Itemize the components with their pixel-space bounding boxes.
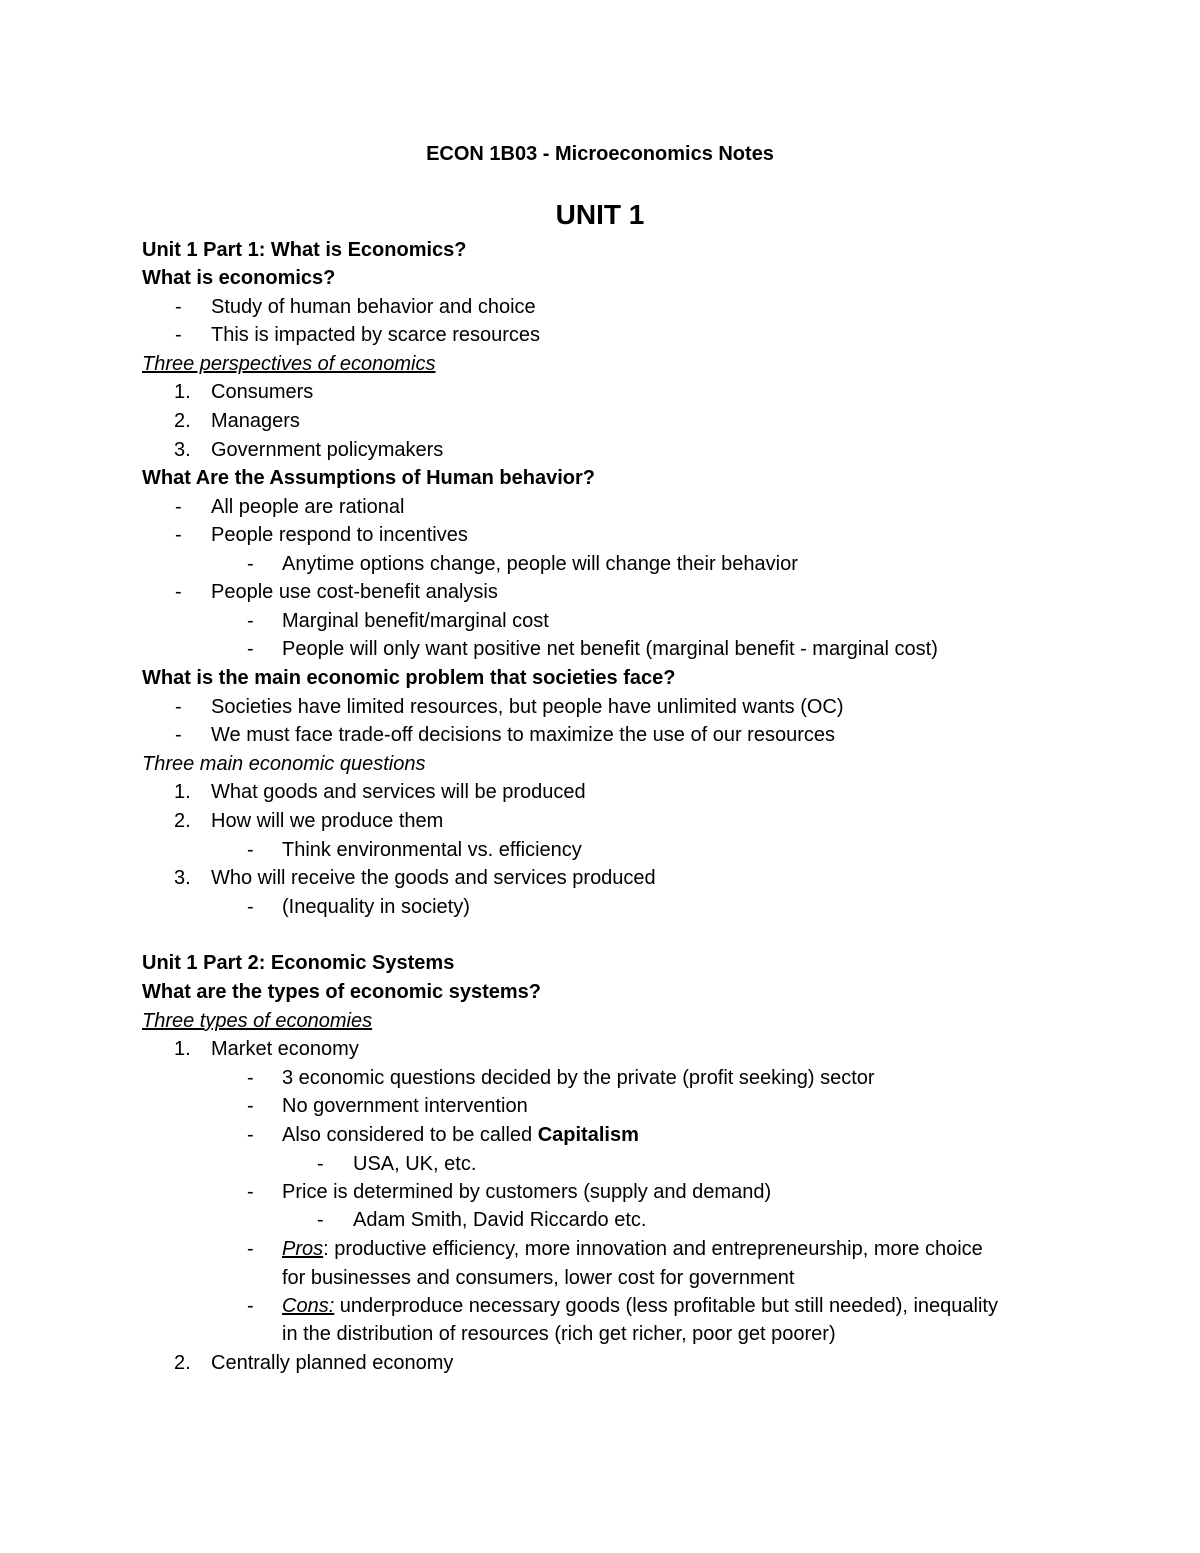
list-item: Study of human behavior and choice (211, 296, 536, 318)
cons-text: underproduce necessary goods (less profitable but still needed), inequality (334, 1295, 998, 1317)
list-number: 3. (174, 439, 191, 461)
bullet-dash: - (175, 496, 182, 518)
part1-heading: Unit 1 Part 1: What is Economics? (142, 239, 467, 261)
list-item: How will we produce them (211, 810, 444, 832)
cons-line (282, 1294, 998, 1318)
bullet-dash: - (175, 696, 182, 718)
list-item: Societies have limited resources, but people have unlimited wants (OC) (211, 696, 844, 718)
list-item: Think environmental vs. efficiency (282, 839, 582, 861)
subheading: Three perspectives of economics (142, 353, 436, 375)
list-item: Marginal benefit/marginal cost (282, 610, 549, 632)
subheading: Three main economic questions (142, 753, 426, 775)
list-item: People will only want positive net benefit (marginal benefit - marginal cost) (282, 638, 938, 660)
bullet-dash: - (317, 1153, 324, 1175)
subheading: Three types of economies (142, 1010, 373, 1032)
question-heading: What is the main economic problem that societies face? (142, 667, 676, 689)
capitalism-prefix: Also considered to be called (282, 1124, 538, 1146)
list-item: Anytime options change, people will change their behavior (282, 553, 798, 575)
document-title: ECON 1B03 - Microeconomics Notes (426, 143, 774, 165)
list-item: This is impacted by scarce resources (211, 324, 541, 346)
list-item: All people are rational (211, 496, 405, 518)
pros-line (282, 1237, 983, 1261)
bullet-dash: - (247, 553, 254, 575)
bullet-dash: - (247, 1124, 254, 1146)
list-number: 2. (174, 1352, 191, 1374)
part2-heading: Unit 1 Part 2: Economic Systems (142, 952, 455, 974)
question-heading: What is economics? (142, 267, 336, 289)
list-item: Adam Smith, David Riccardo etc. (353, 1209, 647, 1231)
bullet-dash: - (175, 524, 182, 546)
list-item (282, 1123, 639, 1147)
list-number: 2. (174, 810, 191, 832)
bullet-dash: - (247, 1295, 254, 1317)
list-item: Price is determined by customers (supply and demand) (282, 1181, 772, 1203)
list-item: USA, UK, etc. (353, 1153, 477, 1175)
list-item: Government policymakers (211, 439, 444, 461)
bullet-dash: - (247, 1067, 254, 1089)
list-item: No government intervention (282, 1095, 528, 1117)
list-number: 1. (174, 381, 191, 403)
bullet-dash: - (247, 896, 254, 918)
bullet-dash: - (175, 581, 182, 603)
cons-line-cont: in the distribution of resources (rich get richer, poor get poorer) (282, 1323, 836, 1345)
cons-label: Cons: (282, 1295, 335, 1317)
bullet-dash: - (247, 638, 254, 660)
pros-line-cont: for businesses and consumers, lower cost for government (282, 1267, 795, 1289)
list-item: Who will receive the goods and services produced (211, 867, 656, 889)
question-heading: What Are the Assumptions of Human behavior? (142, 467, 595, 489)
bullet-dash: - (175, 324, 182, 346)
list-number: 2. (174, 410, 191, 432)
list-item: People respond to incentives (211, 524, 468, 546)
list-number: 1. (174, 781, 191, 803)
list-number: 1. (174, 1038, 191, 1060)
bullet-dash: - (247, 1181, 254, 1203)
bullet-dash: - (175, 724, 182, 746)
question-heading: What are the types of economic systems? (142, 981, 542, 1003)
list-item: Centrally planned economy (211, 1352, 454, 1374)
list-item: (Inequality in society) (282, 896, 470, 918)
pros-label: Pros (282, 1238, 324, 1260)
list-number: 3. (174, 867, 191, 889)
bullet-dash: - (247, 839, 254, 861)
list-item: 3 economic questions decided by the private (profit seeking) sector (282, 1067, 875, 1089)
list-item: What goods and services will be produced (211, 781, 586, 803)
list-item: We must face trade-off decisions to maximize the use of our resources (211, 724, 835, 746)
list-item: Consumers (211, 381, 314, 403)
bullet-dash: - (317, 1209, 324, 1231)
bullet-dash: - (247, 1095, 254, 1117)
list-item: People use cost-benefit analysis (211, 581, 498, 603)
capitalism-term: Capitalism (537, 1124, 639, 1146)
bullet-dash: - (175, 296, 182, 318)
list-item: Market economy (211, 1038, 359, 1060)
bullet-dash: - (247, 610, 254, 632)
list-item: Managers (211, 410, 300, 432)
bullet-dash: - (247, 1238, 254, 1260)
pros-text: : productive efficiency, more innovation and entrepreneurship, more choice (323, 1238, 983, 1260)
unit-heading: UNIT 1 (555, 199, 645, 230)
